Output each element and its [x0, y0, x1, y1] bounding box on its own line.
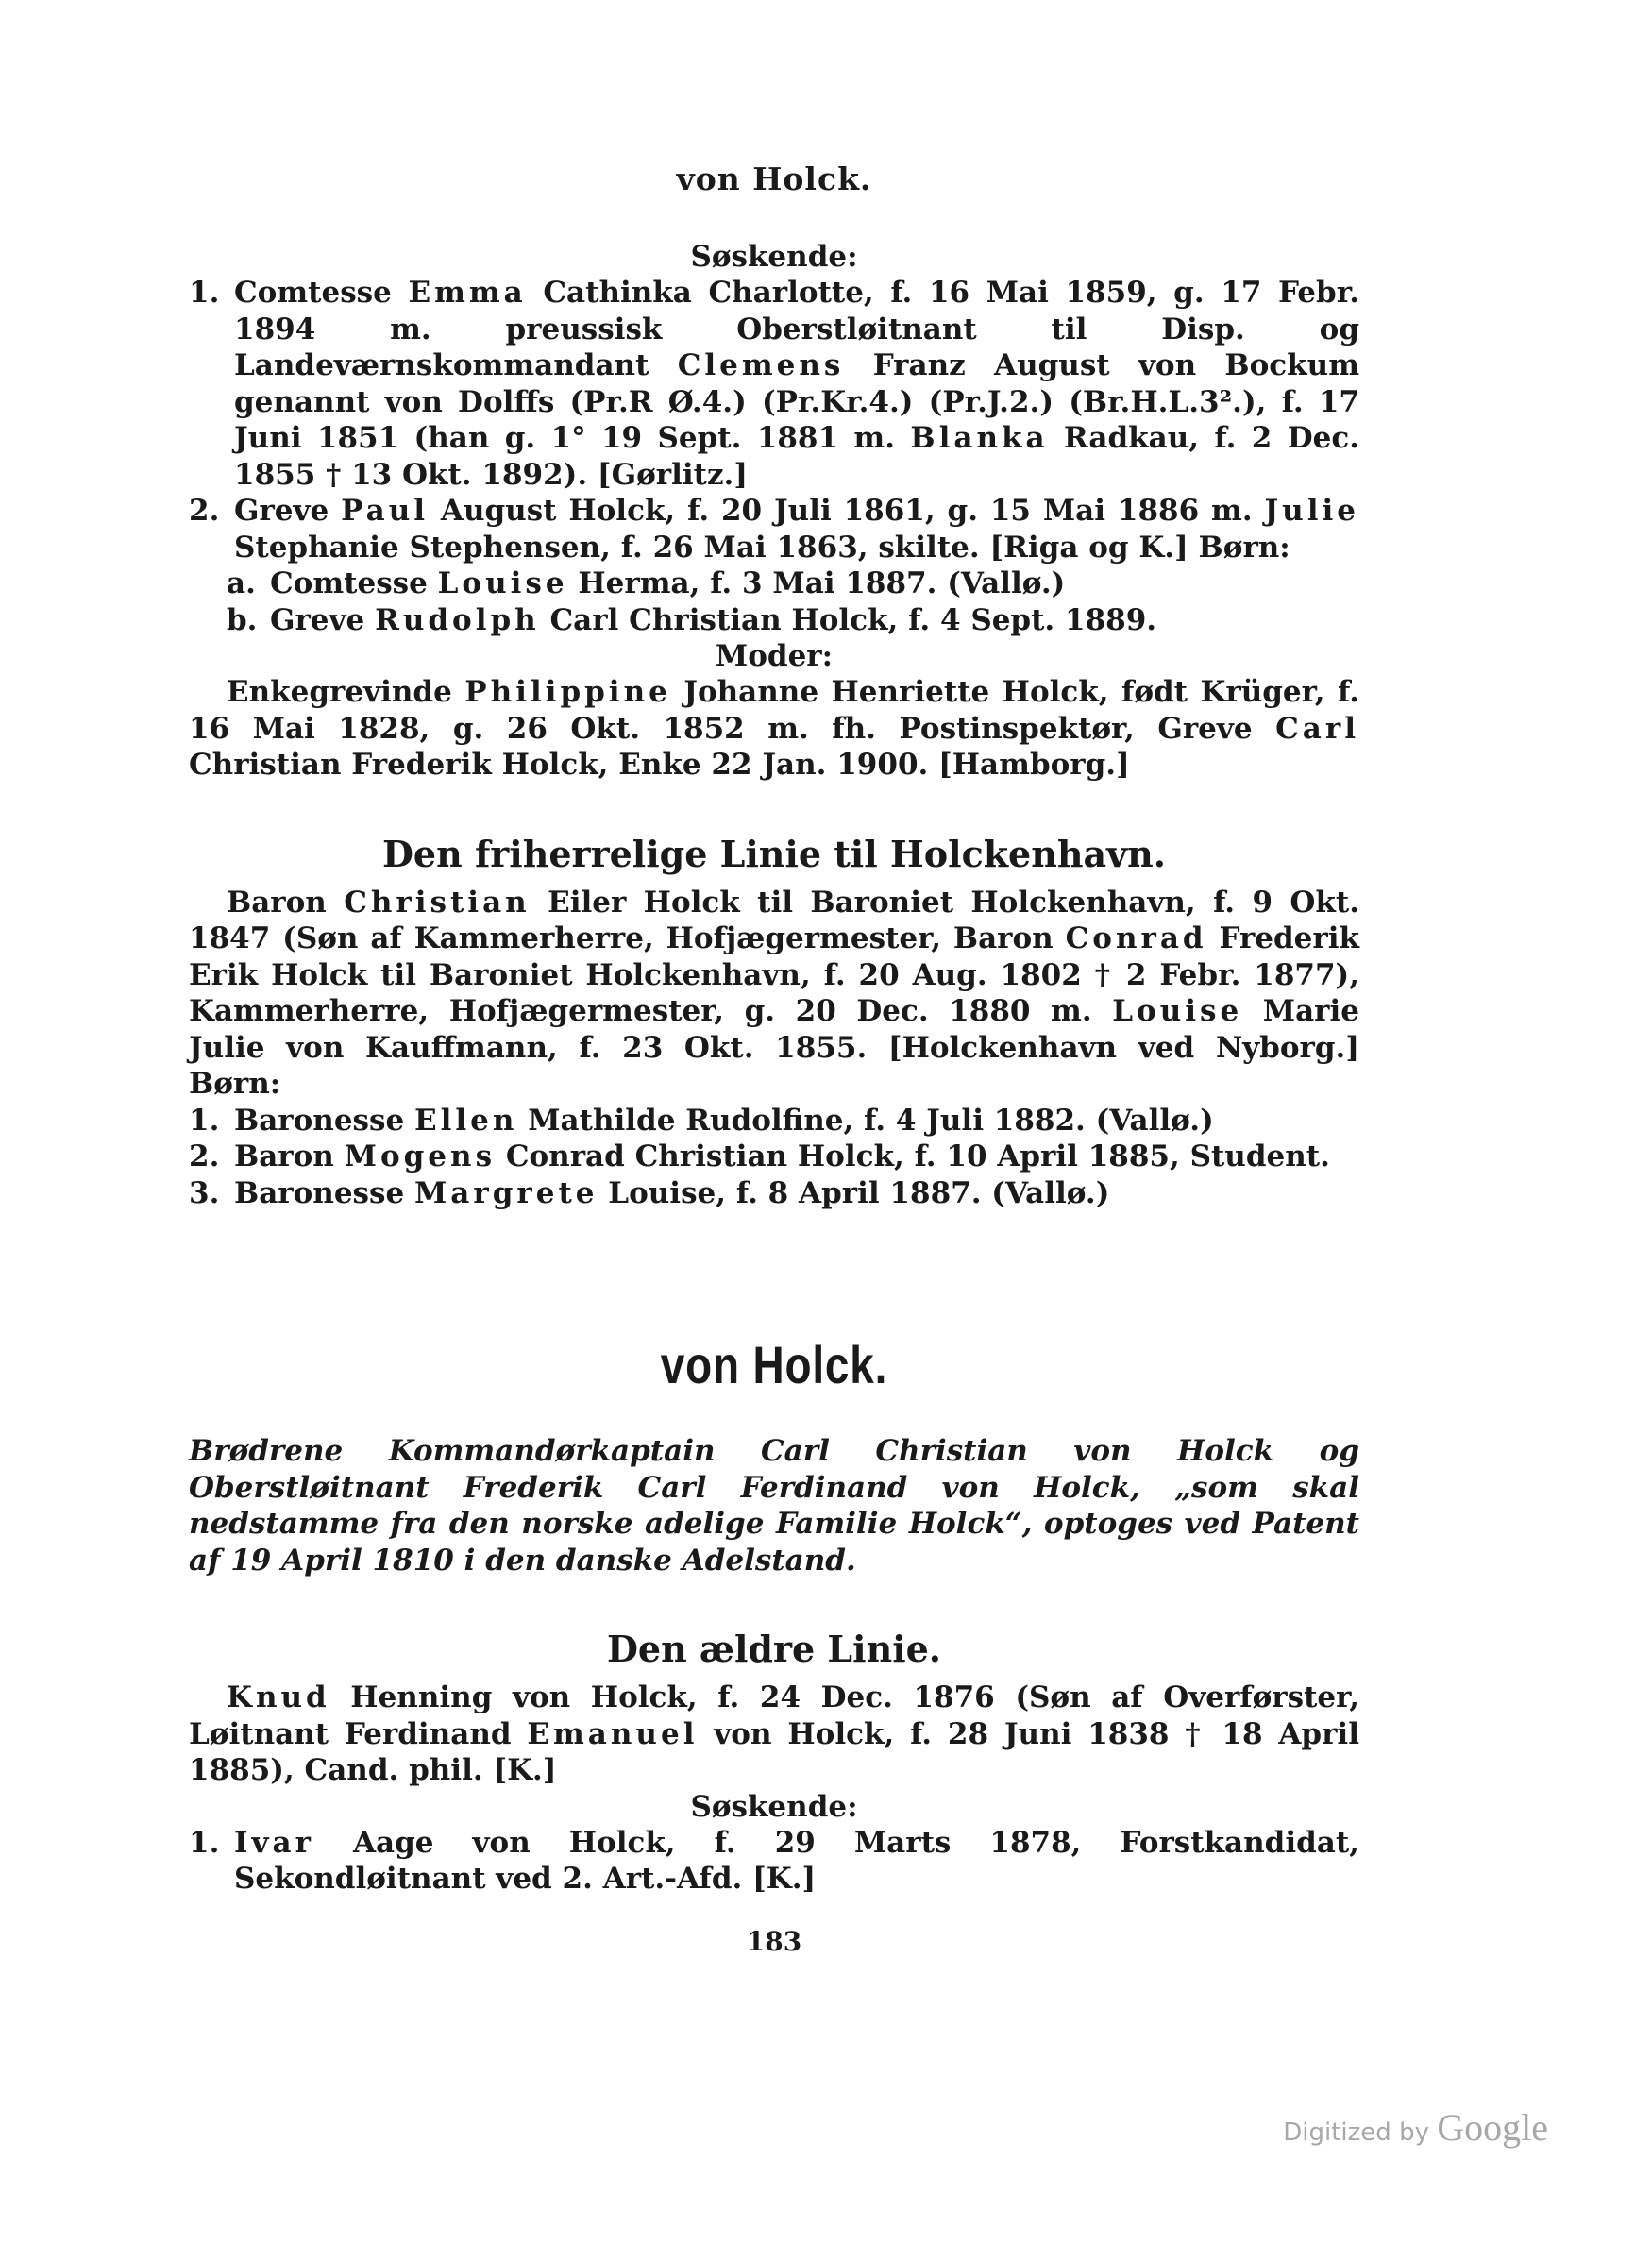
- entry-text: Mathilde Rudolfine, f. 4 Juli 1882. (Vallø.): [517, 1103, 1214, 1138]
- spaced-name: Knud: [227, 1680, 330, 1714]
- sibling-entry: [189, 1825, 1359, 1898]
- google-logo: Google: [1437, 2106, 1548, 2149]
- spaced-name: Philippine: [464, 675, 671, 709]
- entry-text: Marie Julie von Kauffmann, f. 23 Okt. 1855. [Holckenhavn ved Nyborg.] Børn:: [189, 994, 1359, 1101]
- entry-text: Stephanie Stephensen, f. 26 Mai 1863, skilte. [Riga og K.] Børn:: [234, 530, 1290, 565]
- siblings-heading: Søskende:: [690, 240, 858, 274]
- spaced-name: Emma: [408, 276, 527, 310]
- entry-text: Franz August von Bockum genannt von Dolffs (Pr.R Ø.4.) (Pr.Kr.4.) (Pr.J.2.) (Br.H.L.3².), f. 17 Juni 1851 (han g. 1° 19 Sept. 1881 m.: [234, 348, 1359, 455]
- spaced-name: Conrad: [1065, 921, 1207, 955]
- entry-text: Baronesse: [234, 1103, 414, 1138]
- entry-text: Christian Frederik Holck, Enke 22 Jan. 1900. [Hamborg.]: [189, 748, 1130, 782]
- entry-text: Conrad Christian Holck, f. 10 April 1885, Student.: [496, 1139, 1330, 1173]
- entry-text: August Holck, f. 20 Juli 1861, g. 15 Mai 1886 m.: [429, 494, 1265, 528]
- entry-text: Greve: [234, 494, 342, 528]
- section-title: Den friherrelige Linie til Holckenhavn.: [381, 832, 1167, 875]
- spaced-name: Emanuel: [527, 1716, 699, 1751]
- main-entry: [189, 1680, 1359, 1789]
- page-number: 183: [746, 1925, 802, 1957]
- sibling-entry: [189, 493, 1359, 565]
- entry-text: Baron: [227, 885, 345, 920]
- entry-text: Aage von Holck, f. 29 Marts 1878, Forstkandidat, Sekondløitnant ved 2. Art.-Afd. [K.]: [234, 1825, 1359, 1896]
- running-head: von Holck.: [676, 160, 872, 197]
- entry-letter: a.: [227, 566, 256, 600]
- entry-number: 2.: [189, 494, 220, 528]
- digitized-watermark: [1283, 2105, 1548, 2150]
- entry-text: Henning von Holck, f. 24 Dec. 1876 (Søn af Overførster, Løitnant Ferdinand: [189, 1680, 1359, 1751]
- child-entry: [189, 1103, 1359, 1139]
- entry-number: 1.: [189, 1825, 220, 1860]
- spaced-name: Clemens: [677, 348, 845, 382]
- entry-text: Enkegrevinde: [227, 675, 465, 709]
- entry-text: Baron: [234, 1139, 345, 1173]
- child-entry: [189, 602, 1359, 639]
- intro-paragraph: Brødrene Kommandørkaptain Carl Christian von Holck og Oberstløitnant Frederik Carl Ferdinand von Holck, „som skal nedstamme fra den norske adelige Familie Holck“, optoges ved Patent af 19 April 1810 i den danske Adelstand.: [189, 1434, 1359, 1578]
- spaced-name: Paul: [341, 494, 430, 528]
- child-entry: [189, 1175, 1359, 1212]
- spaced-name: Ivar: [234, 1825, 314, 1860]
- entry-text: Comtesse: [234, 276, 409, 310]
- entry-text: Eiler Holck til Baroniet Holckenhavn, f. 9 Okt. 1847 (Søn af Kammerherre, Hofjægermester, Baron: [189, 885, 1359, 955]
- baron-entry: [189, 885, 1359, 1103]
- entry-text: Comtesse: [270, 566, 438, 600]
- family-title: von Holck.: [660, 1335, 888, 1394]
- document-page: [189, 160, 1359, 1957]
- spaced-name: Ellen: [413, 1103, 518, 1138]
- entry-number: 2.: [189, 1139, 220, 1173]
- entry-number: 1.: [189, 1103, 220, 1138]
- child-entry: [189, 1139, 1359, 1175]
- mother-heading: Moder:: [715, 639, 834, 673]
- entry-number: 3.: [189, 1175, 220, 1210]
- spaced-name: Julie: [1264, 494, 1359, 528]
- entry-text: von Holck, f. 28 Juni 1838 † 18 April 1885), Cand. phil. [K.]: [189, 1716, 1359, 1787]
- child-entry: [189, 565, 1359, 602]
- spaced-name: Carl: [1275, 711, 1359, 746]
- sibling-entry: [189, 275, 1359, 493]
- watermark-prefix: Digitized by: [1283, 2118, 1438, 2147]
- entry-text: Herma, f. 3 Mai 1887. (Vallø.): [567, 566, 1066, 600]
- spaced-name: Rudolph: [375, 602, 540, 637]
- mother-entry: [189, 674, 1359, 784]
- entry-text: Cathinka Charlotte, f. 16 Mai 1859, g. 17 Febr. 1894 m. preussisk Oberstløitnant til Disp. og Landeværnskommandant: [234, 276, 1359, 382]
- entry-text: Carl Christian Holck, f. 4 Sept. 1889.: [539, 602, 1157, 637]
- spaced-name: Mogens: [344, 1139, 497, 1173]
- spaced-name: Louise: [1112, 994, 1243, 1028]
- entry-text: Greve: [270, 602, 376, 637]
- spaced-name: Blanka: [910, 421, 1049, 455]
- entry-text: Louise, f. 8 April 1887. (Vallø.): [598, 1175, 1110, 1210]
- section-title: Den ældre Linie.: [606, 1628, 942, 1670]
- entry-text: Johanne Henriette Holck, født Krüger, f. 16 Mai 1828, g. 26 Okt. 1852 m. fh. Postinspektør, Greve: [189, 675, 1359, 746]
- entry-text: Radkau, f. 2 Dec. 1855 † 13 Okt. 1892). [Gørlitz.]: [234, 421, 1360, 492]
- entry-text: Frederik Erik Holck til Baroniet Holckenhavn, f. 20 Aug. 1802 † 2 Febr. 1877), Kammerherre, Hofjægermester, g. 20 Dec. 1880 m.: [189, 921, 1359, 1028]
- entry-letter: b.: [227, 602, 258, 637]
- siblings-heading: Søskende:: [690, 1789, 858, 1824]
- spaced-name: Christian: [344, 885, 531, 920]
- entry-number: 1.: [189, 276, 220, 310]
- spaced-name: Louise: [437, 566, 568, 600]
- spaced-name: Margrete: [413, 1175, 598, 1210]
- entry-text: Baronesse: [234, 1175, 414, 1210]
